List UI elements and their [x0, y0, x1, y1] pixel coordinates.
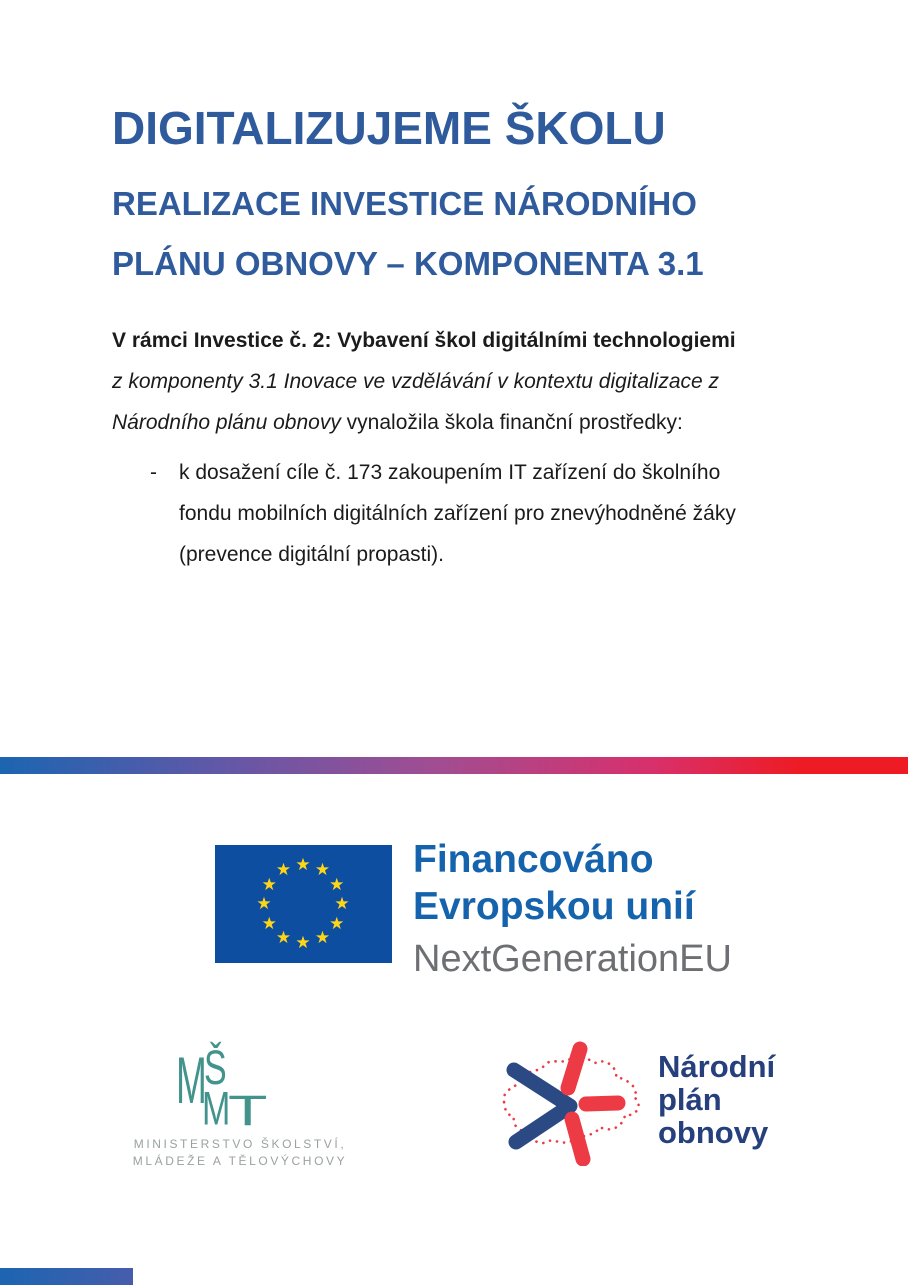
- text-line: Národního plánu obnovy vynaložila škola finanční prostředky:: [112, 411, 683, 434]
- eu-star-icon: ★: [295, 932, 311, 952]
- text-line: fondu mobilních digitálních zařízení pro znevýhodněné žáky: [179, 502, 736, 525]
- npo-text-block: [658, 1050, 775, 1149]
- text-line: (prevence digitální propasti).: [179, 543, 444, 566]
- npo-text-line-2: plán: [658, 1082, 722, 1117]
- eu-funded-label-line1: Financováno: [413, 838, 654, 881]
- text-line: V rámci Investice č. 2: Vybavení škol digitálními technologiemi: [112, 329, 736, 352]
- eu-funded-label-line2: Evropskou unií: [413, 885, 695, 928]
- msmt-monogram: [110, 1040, 370, 1135]
- eu-star-icon: ★: [256, 893, 272, 913]
- bullet-text: [179, 452, 736, 575]
- msmt-caption-line-2: MLÁDEŽE A TĚLOVÝCHOVY: [132, 1154, 348, 1168]
- npo-red-stroke-bottom: [572, 1119, 583, 1159]
- npo-red-stroke-mid: [586, 1103, 618, 1104]
- npo-symbol-icon: [492, 1038, 660, 1166]
- msmt-caption: [100, 1136, 380, 1170]
- eu-flag: [215, 845, 392, 963]
- subtitle-line-2: PLÁNU OBNOVY – KOMPONENTA 3.1: [112, 245, 704, 282]
- nextgeneu-label: NextGenerationEU: [413, 938, 732, 980]
- eu-star-icon: ★: [334, 893, 350, 913]
- msmt-letter-s: Š: [204, 1041, 227, 1096]
- msmt-caption-line-1: MINISTERSTVO ŠKOLSTVÍ,: [133, 1137, 347, 1151]
- subtitle-line-1: REALIZACE INVESTICE NÁRODNÍHO: [112, 185, 697, 222]
- intro-paragraph: [112, 320, 736, 443]
- eu-star-icon: ★: [261, 874, 277, 894]
- text-line: z komponenty 3.1 Inovace ve vzdělávání v kontextu digitalizace z: [112, 370, 720, 393]
- page-subtitle: [112, 174, 704, 294]
- gradient-divider: [0, 757, 908, 774]
- msmt-letter-m2: M: [202, 1083, 231, 1136]
- page-title: DIGITALIZUJEME ŠKOLU: [112, 102, 666, 154]
- eu-stars: [215, 845, 392, 963]
- msmt-logo: [110, 1040, 370, 1175]
- eu-star-icon: ★: [329, 913, 345, 933]
- bullet-item: [150, 452, 736, 575]
- eu-star-icon: ★: [295, 854, 311, 874]
- eu-star-icon: ★: [275, 860, 292, 880]
- npo-red-stroke-top: [568, 1049, 580, 1088]
- partial-bottom-bar: [0, 1268, 133, 1285]
- eu-star-icon: ★: [261, 913, 277, 933]
- npo-logo: [492, 1038, 872, 1173]
- bullet-marker: -: [150, 461, 157, 484]
- npo-text-line-1: Národní: [658, 1049, 776, 1084]
- eu-star-icon: ★: [314, 860, 331, 880]
- eu-star-icon: ★: [275, 927, 292, 947]
- eu-text-block: [413, 836, 732, 984]
- msmt-letter-t: T: [228, 1087, 268, 1135]
- msmt-letter-m1: M: [176, 1044, 207, 1118]
- eu-star-icon: ★: [314, 927, 331, 947]
- npo-text-line-3: obnovy: [658, 1115, 769, 1150]
- npo-blue-chevron: [514, 1070, 570, 1142]
- text-line: k dosažení cíle č. 173 zakoupením IT zařízení do školního: [179, 461, 721, 484]
- eu-star-icon: ★: [329, 874, 345, 894]
